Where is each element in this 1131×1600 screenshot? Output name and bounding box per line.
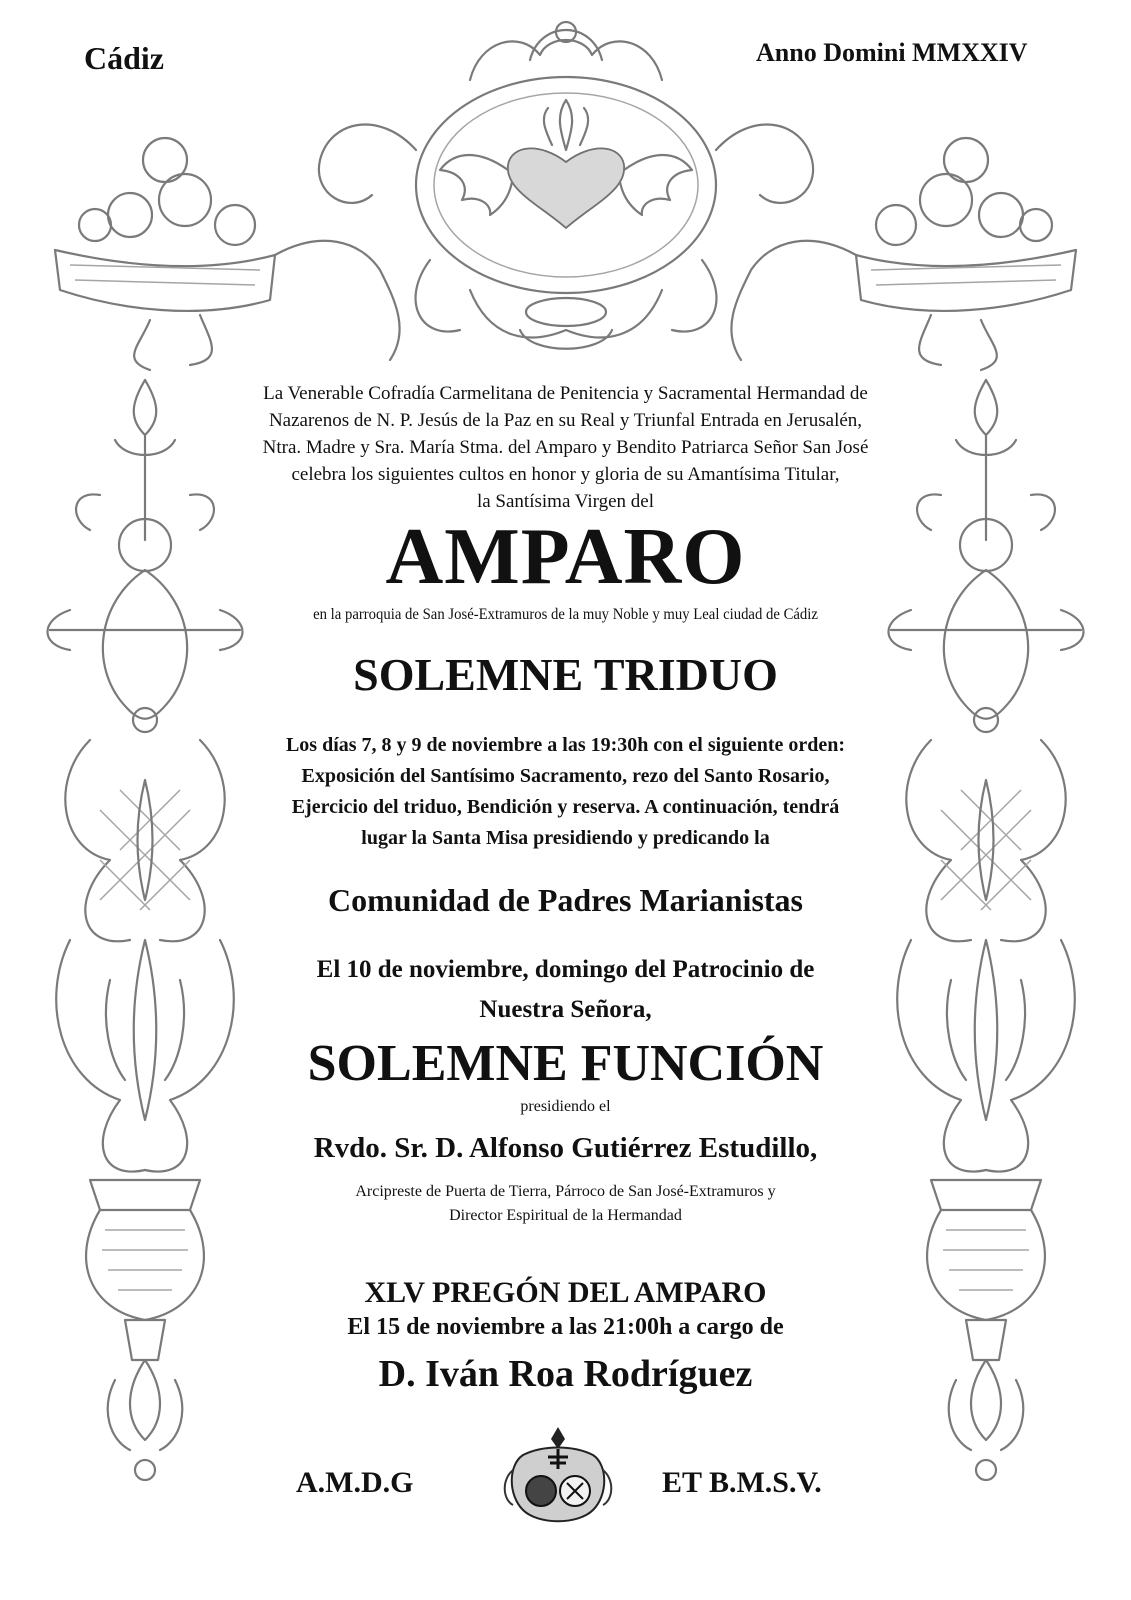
- parish-line: en la parroquia de San José-Extramuros de la muy Noble y muy Leal ciudad de Cádiz: [313, 606, 818, 623]
- pregon-heading: XLV PREGÓN DEL AMPARO: [364, 1276, 767, 1309]
- triduo-line-3: Ejercicio del triduo, Bendición y reserva. A continuación, tendrá: [291, 796, 840, 818]
- triduo-line-1: Los días 7, 8 y 9 de noviembre a las 19:30h con el siguiente orden:: [285, 734, 846, 756]
- triduo-line-4: lugar la Santa Misa presidiendo y predicando la: [361, 827, 770, 849]
- footer-right-motto: ET B.M.S.V.: [662, 1466, 822, 1499]
- intro-line-2: Nazarenos de N. P. Jesús de la Paz en su Real y Triunfal Entrada en Jerusalén,: [268, 410, 863, 431]
- intro-line-1: La Venerable Cofradía Carmelitana de Penitencia y Sacramental Hermandad de: [263, 383, 868, 404]
- funcion-heading: SOLEMNE FUNCIÓN: [307, 1035, 824, 1092]
- funcion-date: [0, 950, 1131, 1030]
- footer-left-motto: A.M.D.G: [296, 1466, 414, 1499]
- funcion-line-2: Nuestra Señora,: [479, 996, 652, 1023]
- pregon-line: El 15 de noviembre a las 21:00h a cargo de: [347, 1314, 784, 1340]
- brotherhood-coat-of-arms: [503, 1425, 613, 1535]
- city-label: Cádiz: [84, 40, 164, 76]
- year-label: Anno Domini MMXXIV: [756, 38, 1028, 67]
- triduo-details: [0, 730, 1131, 854]
- triduo-heading: SOLEMNE TRIDUO: [353, 649, 778, 700]
- intro-line-5: la Santísima Virgen del: [476, 491, 655, 512]
- funcion-presiding: presidiendo el: [520, 1098, 611, 1115]
- funcion-celebrant: Rvdo. Sr. D. Alfonso Gutiérrez Estudillo,: [313, 1132, 818, 1164]
- triduo-preacher: Comunidad de Padres Marianistas: [327, 882, 803, 918]
- pregon-speaker: D. Iván Roa Rodríguez: [378, 1353, 753, 1395]
- intro-line-4: celebra los siguientes cultos en honor y gloria de su Amantísima Titular,: [291, 464, 840, 485]
- funcion-role-2: Director Espiritual de la Hermandad: [449, 1207, 682, 1224]
- intro-text: [0, 380, 1131, 515]
- main-title: AMPARO: [385, 513, 746, 601]
- funcion-roles: [0, 1180, 1131, 1228]
- funcion-line-1: El 10 de noviembre, domingo del Patrocinio de: [316, 956, 815, 983]
- funcion-role-1: Arcipreste de Puerta de Tierra, Párroco de San José-Extramuros y: [355, 1183, 776, 1200]
- triduo-line-2: Exposición del Santísimo Sacramento, rezo del Santo Rosario,: [301, 765, 830, 787]
- intro-line-3: Ntra. Madre y Sra. María Stma. del Amparo y Bendito Patriarca Señor San José: [262, 437, 869, 458]
